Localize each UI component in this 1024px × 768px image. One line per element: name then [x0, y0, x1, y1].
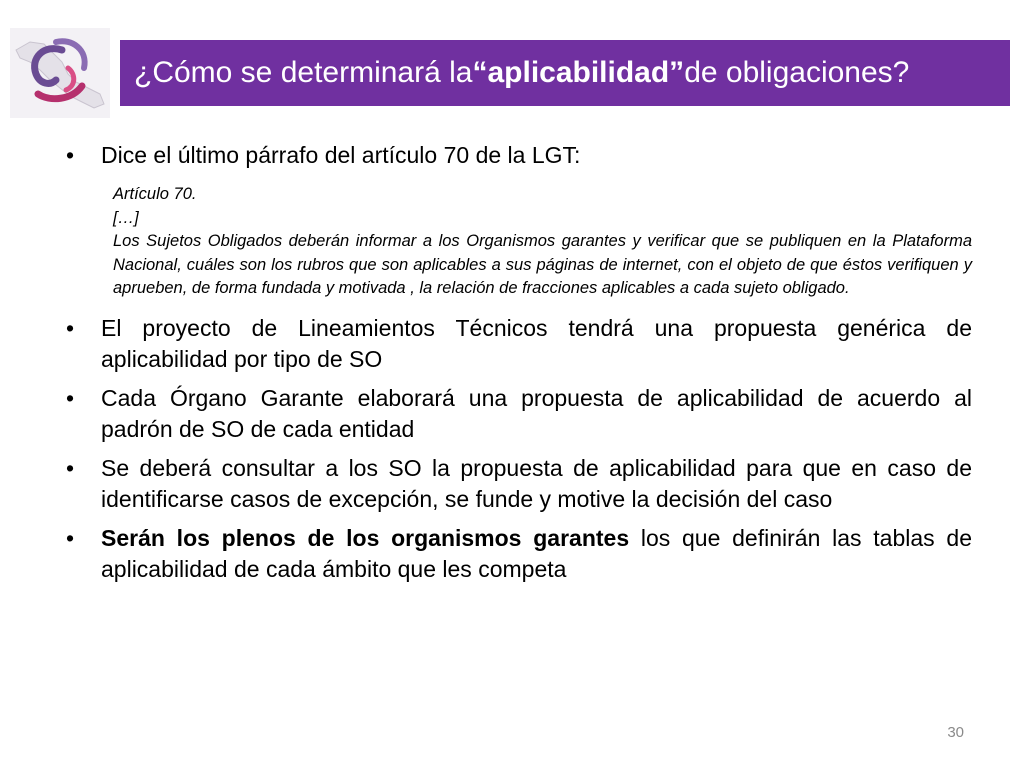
bullet-icon: •: [65, 314, 75, 341]
title-text-before: ¿Cómo se determinará la: [134, 56, 473, 89]
bullet-bold-text: Serán los plenos de los organismos garantes: [101, 524, 630, 551]
title-text-after: de obligaciones?: [684, 56, 910, 89]
logo: [10, 28, 110, 118]
bullet-icon: •: [65, 142, 75, 168]
quote-body: Los Sujetos Obligados deberán informar a los Organismos garantes y verificar que se publiquen en la Plataforma Nacional, cuáles son los rubros que son aplicables a sus páginas de internet, con el objeto de que éstos verifiquen y aprueben, de forma fundada y motivada , la relación de fracciones aplicables a cada sujeto obligado.: [113, 232, 972, 297]
bullet-icon: •: [65, 454, 75, 481]
bullet-text: los que definirán las tablas de aplicabilidad de cada ámbito que les competa: [101, 524, 972, 582]
bullet-icon: •: [65, 384, 75, 411]
institutional-mexico-map-logo-icon: [10, 28, 110, 118]
bullet-text: Dice el último párrafo del artículo 70 de la LGT:: [101, 142, 581, 168]
bullet-icon: •: [65, 524, 75, 551]
bullet-item: [60, 523, 972, 585]
bullet-text: Se deberá consultar a los SO la propuesta de aplicabilidad para que en caso de identificarse casos de excepción, se funde y motive la decisión del caso: [101, 454, 972, 512]
slide-title: [120, 40, 1010, 106]
slide-body: [60, 140, 972, 585]
bullet-item: [60, 313, 972, 375]
bullet-item: [60, 383, 972, 445]
page-number: 30: [947, 724, 964, 741]
quote-heading: Artículo 70.: [113, 185, 197, 203]
bullet-text: Cada Órgano Garante elaborará una propuesta de aplicabilidad de acuerdo al padrón de SO de cada entidad: [101, 384, 972, 442]
bullet-text: El proyecto de Lineamientos Técnicos tendrá una propuesta genérica de aplicabilidad por tipo de SO: [101, 314, 972, 372]
article-quote: [113, 183, 972, 301]
bullet-item: [60, 453, 972, 515]
quote-ellipsis: […]: [113, 208, 139, 227]
title-emphasis: “aplicabilidad”: [472, 56, 685, 89]
bullet-item: [60, 140, 972, 171]
